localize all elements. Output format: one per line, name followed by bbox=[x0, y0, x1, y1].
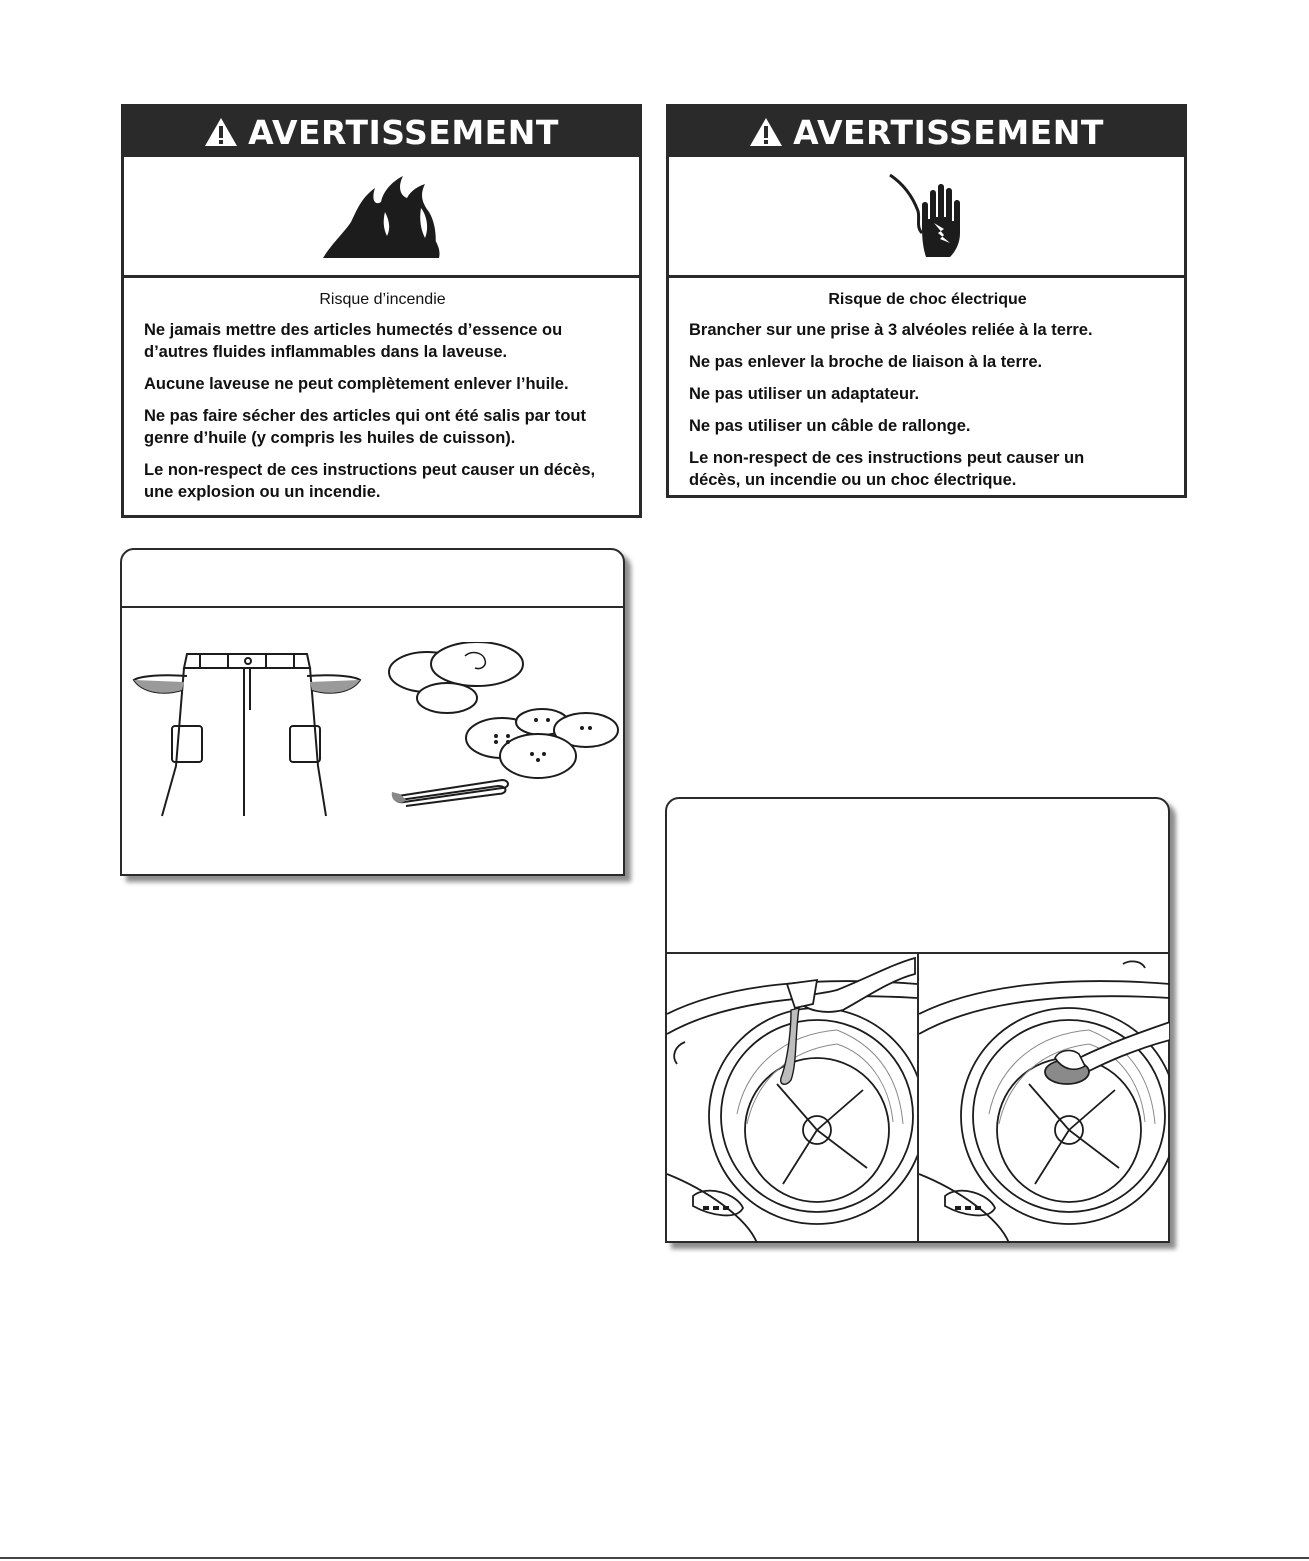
fire-warning-line: Ne pas faire sécher des articles qui ont été salis par tout genre d’huile (y compris les huiles de cuisson). bbox=[144, 407, 586, 447]
shock-warning-title: AVERTISSEMENT bbox=[793, 112, 1104, 152]
fire-warning-line: Ne jamais mettre des articles humectés d’essence ou d’autres fluides inflammables dans la laveuse. bbox=[144, 321, 563, 361]
wiping-washer-basket-icon bbox=[919, 954, 1170, 1243]
fire-warning-title: AVERTISSEMENT bbox=[248, 112, 559, 152]
washer-cleaning-illustration-panel bbox=[665, 797, 1170, 1243]
fire-warning-header bbox=[124, 107, 639, 157]
shock-warning-line: Ne pas utiliser un adaptateur. bbox=[689, 385, 920, 403]
shock-warning-header bbox=[669, 107, 1184, 157]
warning-triangle-icon bbox=[749, 117, 783, 147]
pouring-liquid-into-washer-icon bbox=[667, 954, 917, 1243]
pants-with-empty-pockets-icon bbox=[132, 646, 362, 821]
fire-warning-subtitle: Risque d’incendie bbox=[319, 291, 446, 308]
shock-warning-line: Brancher sur une prise à 3 alvéoles reliée à la terre. bbox=[689, 321, 1093, 339]
fire-warning-box bbox=[121, 104, 642, 518]
fire-warning-line: Aucune laveuse ne peut complètement enlever l’huile. bbox=[144, 375, 569, 393]
warning-triangle-icon bbox=[204, 117, 238, 147]
shock-warning-subtitle: Risque de choc électrique bbox=[828, 291, 1027, 308]
shock-warning-line: Ne pas enlever la broche de liaison à la terre. bbox=[689, 353, 1043, 371]
empty-pockets-illustration-panel bbox=[120, 548, 625, 876]
fire-warning-line: Le non-respect de ces instructions peut causer un décès, une explosion ou un incendie. bbox=[144, 461, 596, 501]
shock-warning-box bbox=[666, 104, 1187, 498]
page-bottom-rule bbox=[0, 1557, 1309, 1559]
shock-warning-line: Le non-respect de ces instructions peut causer un décès, un incendie ou un choc électrique. bbox=[689, 449, 1085, 489]
fire-icon bbox=[321, 172, 443, 260]
electric-shock-hand-icon bbox=[882, 171, 972, 261]
safety-pins-icon bbox=[390, 772, 514, 808]
shock-warning-line: Ne pas utiliser un câble de rallonge. bbox=[689, 417, 971, 435]
